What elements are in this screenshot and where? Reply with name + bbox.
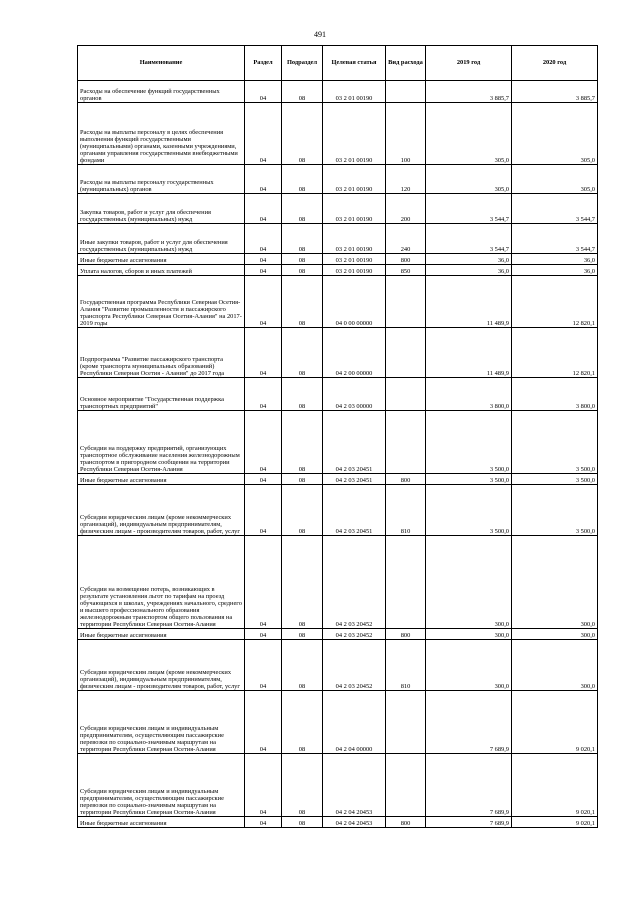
cell-name: Иные бюджетные ассигнования [78, 254, 245, 265]
cell-subsection: 08 [282, 103, 323, 165]
cell-subsection: 08 [282, 754, 323, 817]
cell-type: 810 [386, 640, 426, 691]
cell-name: Иные бюджетные ассигнования [78, 817, 245, 828]
cell-name: Подпрограмма "Развитие пассажирского транспорта (кроме транспорта муниципальных образований) Республики Северная Осетия - Алания" до 2017 года [78, 328, 245, 378]
cell-section: 04 [245, 691, 282, 754]
table-row [78, 328, 598, 378]
table-row [78, 817, 598, 828]
cell-2020: 3 500,0 [512, 411, 598, 474]
cell-2019: 3 544,7 [426, 224, 512, 254]
cell-2020: 3 800,0 [512, 378, 598, 411]
cell-subsection: 08 [282, 817, 323, 828]
cell-target: 04 2 04 00000 [323, 691, 386, 754]
cell-2019: 3 800,0 [426, 378, 512, 411]
cell-2020: 9 020,1 [512, 691, 598, 754]
cell-name: Субсидии юридическим лицам (кроме некоммерческих организаций), индивидуальным предпринимателям, физическим лицам - производителям товаров, работ, услуг [78, 640, 245, 691]
cell-name: Расходы на обеспечение функций государственных органов [78, 81, 245, 103]
page-number: 491 [314, 30, 326, 39]
cell-subsection: 08 [282, 165, 323, 194]
cell-2019: 11 489,9 [426, 276, 512, 328]
cell-subsection: 08 [282, 276, 323, 328]
header-name: Наименование [78, 46, 245, 81]
cell-2020: 36,0 [512, 265, 598, 276]
cell-subsection: 08 [282, 485, 323, 536]
cell-type [386, 536, 426, 629]
cell-2020: 305,0 [512, 103, 598, 165]
cell-name: Иные бюджетные ассигнования [78, 629, 245, 640]
cell-type: 810 [386, 485, 426, 536]
cell-section: 04 [245, 640, 282, 691]
cell-2020: 300,0 [512, 640, 598, 691]
table-row [78, 629, 598, 640]
cell-2020: 300,0 [512, 629, 598, 640]
header-subsection: Подраздел [282, 46, 323, 81]
cell-target: 04 0 00 00000 [323, 276, 386, 328]
cell-2020: 305,0 [512, 165, 598, 194]
cell-target: 04 2 03 20452 [323, 629, 386, 640]
table-row [78, 254, 598, 265]
cell-2019: 36,0 [426, 254, 512, 265]
cell-type: 240 [386, 224, 426, 254]
table-row [78, 691, 598, 754]
cell-name: Закупка товаров, работ и услуг для обеспечения государственных (муниципальных) нужд [78, 194, 245, 224]
cell-2020: 3 544,7 [512, 224, 598, 254]
cell-2020: 36,0 [512, 254, 598, 265]
cell-target: 03 2 01 00190 [323, 265, 386, 276]
cell-name: Субсидии юридическим лицам и индивидуальным предпринимателям, осуществляющим пассажирские перевозки по социально-значимым маршрутам на территории Республики Северная Осетия-Алания [78, 691, 245, 754]
cell-name: Основное мероприятие "Государственная поддержка транспортных предприятий" [78, 378, 245, 411]
cell-name: Субсидии на поддержку предприятий, организующих транспортное обслуживание населения железнодорожным транспортом в пригородном сообщении на территории Республики Северная Осетия-Алания [78, 411, 245, 474]
table-body [78, 81, 598, 828]
cell-section: 04 [245, 328, 282, 378]
table-row [78, 754, 598, 817]
cell-target: 04 2 04 20453 [323, 754, 386, 817]
cell-type [386, 81, 426, 103]
cell-target: 04 2 03 20451 [323, 411, 386, 474]
cell-2019: 3 500,0 [426, 474, 512, 485]
table-row [78, 536, 598, 629]
cell-2019: 305,0 [426, 103, 512, 165]
cell-type: 800 [386, 629, 426, 640]
cell-section: 04 [245, 485, 282, 536]
cell-target: 03 2 01 00190 [323, 81, 386, 103]
cell-2019: 3 885,7 [426, 81, 512, 103]
cell-section: 04 [245, 276, 282, 328]
cell-2019: 11 489,9 [426, 328, 512, 378]
cell-type: 100 [386, 103, 426, 165]
table-row [78, 81, 598, 103]
cell-2019: 300,0 [426, 629, 512, 640]
cell-2019: 305,0 [426, 165, 512, 194]
table-row [78, 474, 598, 485]
cell-2019: 36,0 [426, 265, 512, 276]
cell-section: 04 [245, 411, 282, 474]
cell-target: 03 2 01 00190 [323, 103, 386, 165]
cell-type [386, 276, 426, 328]
cell-2020: 3 544,7 [512, 194, 598, 224]
cell-type [386, 691, 426, 754]
cell-section: 04 [245, 474, 282, 485]
cell-type [386, 328, 426, 378]
cell-section: 04 [245, 103, 282, 165]
table-row [78, 165, 598, 194]
cell-subsection: 08 [282, 265, 323, 276]
cell-type: 120 [386, 165, 426, 194]
cell-subsection: 08 [282, 328, 323, 378]
cell-2020: 300,0 [512, 536, 598, 629]
cell-2020: 3 500,0 [512, 485, 598, 536]
cell-subsection: 08 [282, 194, 323, 224]
cell-target: 04 2 03 20452 [323, 640, 386, 691]
cell-subsection: 08 [282, 640, 323, 691]
cell-name: Уплата налогов, сборов и иных платежей [78, 265, 245, 276]
cell-2020: 9 020,1 [512, 817, 598, 828]
table-row [78, 640, 598, 691]
table-row [78, 103, 598, 165]
cell-2019: 3 500,0 [426, 411, 512, 474]
cell-section: 04 [245, 165, 282, 194]
cell-name: Субсидии юридическим лицам (кроме некоммерческих организаций), индивидуальным предпринимателям, физическим лицам - производителям товаров, работ, услуг [78, 485, 245, 536]
cell-type: 800 [386, 817, 426, 828]
cell-section: 04 [245, 224, 282, 254]
cell-2020: 12 820,1 [512, 328, 598, 378]
cell-2019: 300,0 [426, 536, 512, 629]
table-row [78, 194, 598, 224]
cell-2019: 7 689,9 [426, 817, 512, 828]
cell-target: 04 2 03 20451 [323, 474, 386, 485]
cell-target: 04 2 00 00000 [323, 328, 386, 378]
cell-subsection: 08 [282, 81, 323, 103]
cell-name: Расходы на выплаты персоналу в целях обеспечения выполнения функций государственными (муниципальными) органами, казенными учреждениями, органами управления государственными внебюджетными фондами [78, 103, 245, 165]
cell-subsection: 08 [282, 411, 323, 474]
cell-section: 04 [245, 81, 282, 103]
cell-subsection: 08 [282, 224, 323, 254]
table-row [78, 265, 598, 276]
cell-section: 04 [245, 265, 282, 276]
budget-table [77, 45, 598, 828]
cell-section: 04 [245, 629, 282, 640]
cell-section: 04 [245, 536, 282, 629]
cell-target: 03 2 01 00190 [323, 194, 386, 224]
cell-section: 04 [245, 254, 282, 265]
cell-type: 800 [386, 254, 426, 265]
cell-name: Расходы на выплаты персоналу государственных (муниципальных) органов [78, 165, 245, 194]
table-row [78, 378, 598, 411]
cell-2020: 9 020,1 [512, 754, 598, 817]
cell-2020: 12 820,1 [512, 276, 598, 328]
cell-type: 850 [386, 265, 426, 276]
table-row [78, 224, 598, 254]
cell-2019: 7 689,9 [426, 754, 512, 817]
cell-target: 04 2 03 20452 [323, 536, 386, 629]
cell-name: Иные закупки товаров, работ и услуг для обеспечения государственных (муниципальных) нужд [78, 224, 245, 254]
cell-type: 200 [386, 194, 426, 224]
table-row [78, 411, 598, 474]
header-section: Раздел [245, 46, 282, 81]
cell-2019: 3 500,0 [426, 485, 512, 536]
cell-section: 04 [245, 817, 282, 828]
table-row [78, 485, 598, 536]
cell-target: 03 2 01 00190 [323, 254, 386, 265]
cell-target: 03 2 01 00190 [323, 165, 386, 194]
cell-target: 03 2 01 00190 [323, 224, 386, 254]
cell-target: 04 2 04 20453 [323, 817, 386, 828]
cell-name: Субсидии юридическим лицам и индивидуальным предпринимателям, осуществляющим пассажирские перевозки по социально-значимым маршрутам на территории Республики Северная Осетия-Алания [78, 754, 245, 817]
cell-subsection: 08 [282, 254, 323, 265]
cell-type [386, 754, 426, 817]
cell-name: Иные бюджетные ассигнования [78, 474, 245, 485]
cell-name: Государственная программа Республики Северная Осетия-Алания "Развитие промышленности и пассажирского транспорта Республики Северная Осетия-Алания" на 2017-2019 годы [78, 276, 245, 328]
cell-section: 04 [245, 378, 282, 411]
table-header-row [78, 46, 598, 81]
cell-target: 04 2 03 20451 [323, 485, 386, 536]
cell-section: 04 [245, 194, 282, 224]
cell-type: 800 [386, 474, 426, 485]
cell-2020: 3 885,7 [512, 81, 598, 103]
cell-type [386, 411, 426, 474]
header-type: Вид расхода [386, 46, 426, 81]
cell-2019: 3 544,7 [426, 194, 512, 224]
header-2019: 2019 год [426, 46, 512, 81]
table-row [78, 276, 598, 328]
cell-subsection: 08 [282, 629, 323, 640]
cell-subsection: 08 [282, 378, 323, 411]
header-2020: 2020 год [512, 46, 598, 81]
cell-subsection: 08 [282, 474, 323, 485]
cell-name: Субсидии на возмещение потерь, возникающих в результате установления льгот по тарифам на проезд обучающихся в школах, учреждениях начального, среднего и высшего профессионального образования железнодорожным транспортом общего пользования на территории Республики Северная Осетия-Алания [78, 536, 245, 629]
cell-2019: 300,0 [426, 640, 512, 691]
header-target: Целевая статья [323, 46, 386, 81]
cell-2020: 3 500,0 [512, 474, 598, 485]
cell-2019: 7 689,9 [426, 691, 512, 754]
cell-target: 04 2 03 00000 [323, 378, 386, 411]
cell-type [386, 378, 426, 411]
cell-subsection: 08 [282, 536, 323, 629]
cell-section: 04 [245, 754, 282, 817]
cell-subsection: 08 [282, 691, 323, 754]
